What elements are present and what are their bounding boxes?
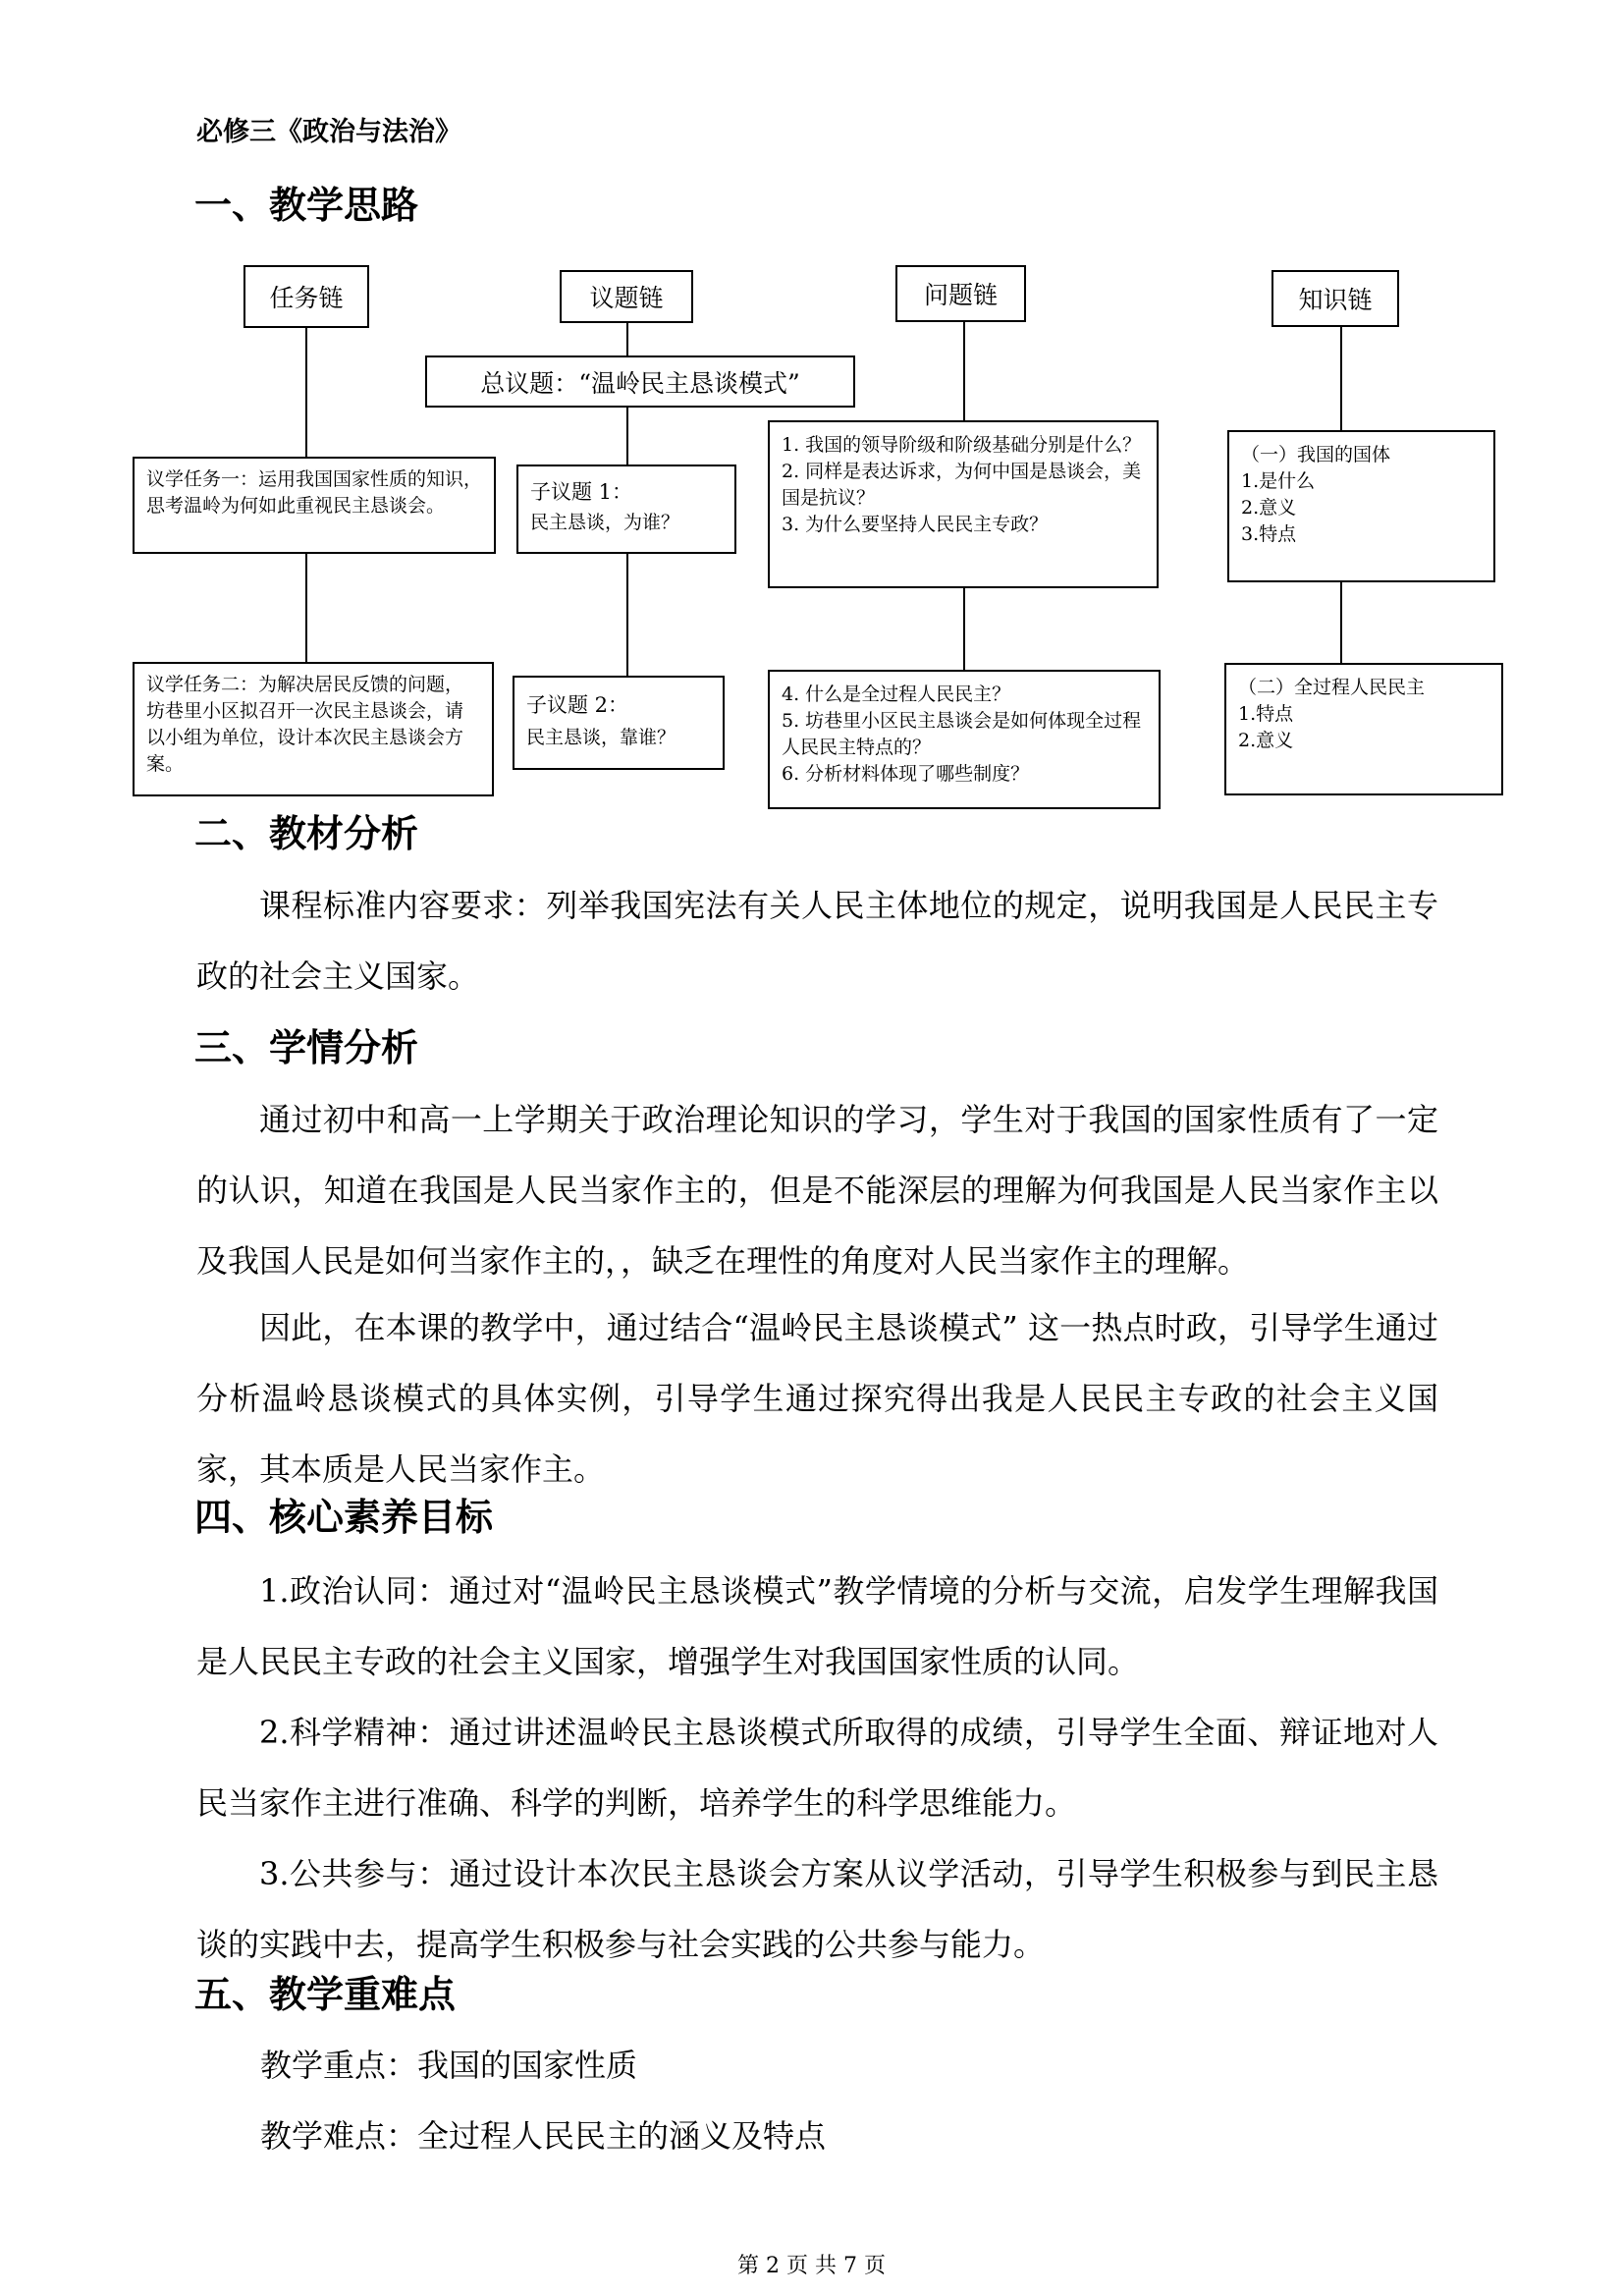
- knowledge-item: 1.特点: [1238, 703, 1294, 725]
- goal-item: 2.科学精神：通过讲述温岭民主恳谈模式所取得的成绩，引导学生全面、辩证地对人民当家作主进行准确、科学的判断，培养学生的科学思维能力。: [196, 1714, 1438, 1822]
- knowledge-item: （二）全过程人民民主: [1238, 677, 1426, 698]
- teaching-difficulty: 教学难点：全过程人民民主的涵义及特点: [260, 2117, 827, 2155]
- question-item: 2. 同样是表达诉求，为何中国是恳谈会，美国是抗议？: [782, 461, 1142, 509]
- connector-line: [305, 553, 307, 663]
- sub-topic-two-box: [513, 676, 725, 770]
- material-analysis-text: 课程标准内容要求：列举我国宪法有关人民主体地位的规定，说明我国是人民民主专政的社会主义国家。: [196, 887, 1438, 995]
- task-one-box: 议学任务一：运用我国国家性质的知识，思考温岭为何如此重视民主恳谈会。: [133, 457, 496, 554]
- knowledge-group-one-box: [1227, 430, 1495, 582]
- task-chain-header: 任务链: [243, 265, 369, 328]
- course-title: 必修三《政治与法治》: [196, 117, 461, 147]
- connector-line: [963, 587, 965, 671]
- connector-line: [626, 407, 628, 465]
- knowledge-group-two-box: [1224, 663, 1503, 795]
- question-item: 6. 分析材料体现了哪些制度？: [782, 763, 1030, 785]
- sub-topic-one-title: 子议题 1：: [530, 480, 633, 504]
- main-topic-box: 总议题：“温岭民主恳谈模式”: [425, 355, 855, 408]
- knowledge-item: 2.意义: [1241, 497, 1297, 519]
- connector-line: [626, 553, 628, 676]
- goal-item: 3.公共参与：通过设计本次民主恳谈会方案从议学活动，引导学生积极参与到民主恳谈的实践中去，提高学生积极参与社会实践的公共参与能力。: [196, 1855, 1438, 1963]
- section-heading-teaching-approach: 一、教学思路: [194, 184, 419, 227]
- sub-topic-two-title: 子议题 2：: [526, 693, 629, 717]
- question-item: 4. 什么是全过程人民民主？: [782, 683, 1011, 705]
- knowledge-item: （一）我国的国体: [1241, 444, 1391, 465]
- section-heading-core-goals: 四、核心素养目标: [194, 1496, 494, 1539]
- connector-line: [1340, 326, 1342, 432]
- learner-analysis-paragraph: 通过初中和高一上学期关于政治理论知识的学习，学生对于我国的国家性质有了一定的认识，知道在我国是人民当家作主的，但是不能深层的理解为何我国是人民当家作主以及我国人民是如何当家作主的，，缺乏在理性的角度对人民当家作主的理解。: [196, 1101, 1438, 1280]
- sub-topic-one-box: [516, 465, 736, 554]
- topic-chain-header: 议题链: [560, 270, 693, 323]
- connector-line: [963, 320, 965, 422]
- knowledge-item: 1.是什么: [1241, 470, 1316, 492]
- goal-item: 1.政治认同：通过对“温岭民主恳谈模式”教学情境的分析与交流，启发学生理解我国是人民民主专政的社会主义国家，增强学生对我国国家性质的认同。: [196, 1572, 1438, 1680]
- teaching-focus: 教学重点：我国的国家性质: [260, 2047, 638, 2084]
- question-group-one-box: [768, 420, 1159, 588]
- connector-line: [1340, 582, 1342, 663]
- section-heading-key-points: 五、教学重难点: [194, 1973, 457, 2016]
- section-heading-learner-analysis: 三、学情分析: [194, 1026, 419, 1069]
- knowledge-item: 3.特点: [1241, 523, 1297, 545]
- learner-analysis-paragraph: 因此，在本课的教学中，通过结合“温岭民主恳谈模式” 这一热点时政，引导学生通过分析温岭恳谈模式的具体实例，引导学生通过探究得出我是人民民主专政的社会主义国家，其本质是人民当家作主。: [196, 1309, 1438, 1488]
- task-two-box: 议学任务二：为解决居民反馈的问题，坊巷里小区拟召开一次民主恳谈会，请以小组为单位，设计本次民主恳谈会方案。: [133, 662, 494, 796]
- section-heading-material-analysis: 二、教材分析: [194, 812, 419, 855]
- sub-topic-two-text: 民主恳谈，靠谁？: [526, 727, 676, 748]
- sub-topic-one-text: 民主恳谈，为谁？: [530, 512, 680, 533]
- page-number: 第 2 页 共 7 页: [737, 2254, 886, 2278]
- question-item: 3. 为什么要坚持人民民主专政？: [782, 514, 1049, 535]
- knowledge-chain-header: 知识链: [1271, 270, 1399, 327]
- connector-line: [626, 322, 628, 355]
- question-group-two-box: [768, 670, 1161, 809]
- question-chain-header: 问题链: [895, 265, 1026, 322]
- connector-line: [305, 327, 307, 458]
- question-item: 1. 我国的领导阶级和阶级基础分别是什么？: [782, 434, 1142, 456]
- question-item: 5. 坊巷里小区民主恳谈会是如何体现全过程人民民主特点的？: [782, 710, 1142, 758]
- knowledge-item: 2.意义: [1238, 730, 1294, 751]
